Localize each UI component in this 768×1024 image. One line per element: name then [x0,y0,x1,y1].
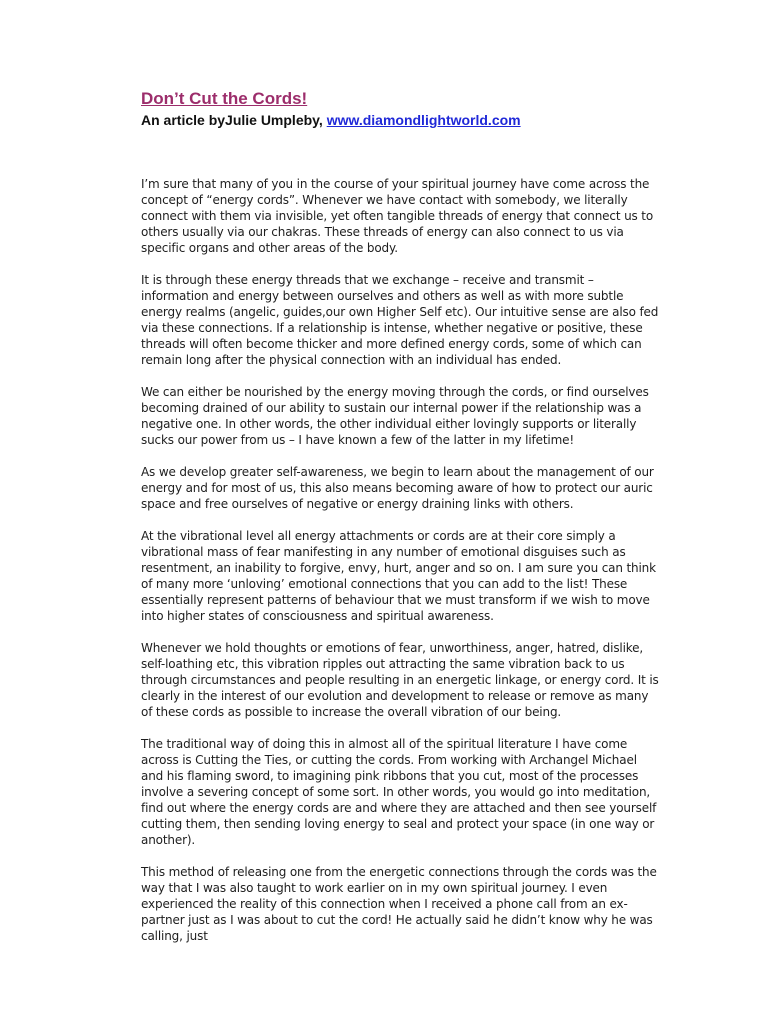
paragraph-1: I’m sure that many of you in the course of your spiritual journey have come across the concept of “energy cords”. Whenever we have contact with somebody, we literally connect with them via invisible, yet often tangible threads of energy that connect us to others usually via our chakras. These threads of energy can also connect to us via specific organs and other areas of the body. [141,177,654,255]
article-byline [141,110,661,130]
paragraph-5: At the vibrational level all energy attachments or cords are at their core simply a vibrational mass of fear manifesting in any number of emotional disguises such as resentment, an inability to forgive, envy, hurt, anger and so on. I am sure you can think of many more ‘unloving’ emotional connections that you can add to the list! These essentially represent patterns of behaviour that we must transform if we wish to move into higher states of consciousness and spiritual awareness. [141,529,656,623]
paragraph-7: The traditional way of doing this in almost all of the spiritual literature I have come across is Cutting the Ties, or cutting the cords. From working with Archangel Michael and his flaming sword, to imagining pink ribbons that you cut, most of the processes involve a severing concept of some sort. In other words, you would go into meditation, find out where the energy cords are and where they are attached and then see yourself cutting them, then sending loving energy to seal and protect your space (in one way or another). [141,737,657,847]
website-link[interactable]: www.diamondlightworld.com [326,112,521,128]
article-title: Don’t Cut the Cords! [141,89,308,108]
document-page [141,88,661,960]
paragraph-2: It is through these energy threads that we exchange – receive and transmit – information and energy between ourselves and others as well as with more subtle energy realms (angelic, guides,our own Higher Self etc). Our intuitive sense are also fed via these connections. If a relationship is intense, whether negative or positive, these threads will often become thicker and more defined energy cords, some of which can remain long after the physical connection with an individual has ended. [141,273,659,367]
article-body [141,176,661,944]
byline-author: An article byJulie Umpleby, [141,112,327,128]
paragraph-3: We can either be nourished by the energy moving through the cords, or find ourselves becoming drained of our ability to sustain our internal power if the relationship was a negative one. In other words, the other individual either lovingly supports or literally sucks our power from us – I have known a few of the latter in my lifetime! [141,385,649,447]
paragraph-8: This method of releasing one from the energetic connections through the cords was the way that I was also taught to work earlier on in my own spiritual journey. I even experienced the reality of this connection when I received a phone call from an ex-partner just as I was about to cut the cord! He actually said he didn’t know why he was calling, just [141,865,657,943]
paragraph-6: Whenever we hold thoughts or emotions of fear, unworthiness, anger, hatred, dislike, self-loathing etc, this vibration ripples out attracting the same vibration back to us through circumstances and people resulting in an energetic linkage, or energy cord. It is clearly in the interest of our evolution and development to release or remove as many of these cords as possible to increase the overall vibration of our being. [141,641,659,719]
paragraph-4: As we develop greater self-awareness, we begin to learn about the management of our energy and for most of us, this also means becoming aware of how to protect our auric space and free ourselves of negative or energy draining links with others. [141,465,654,511]
